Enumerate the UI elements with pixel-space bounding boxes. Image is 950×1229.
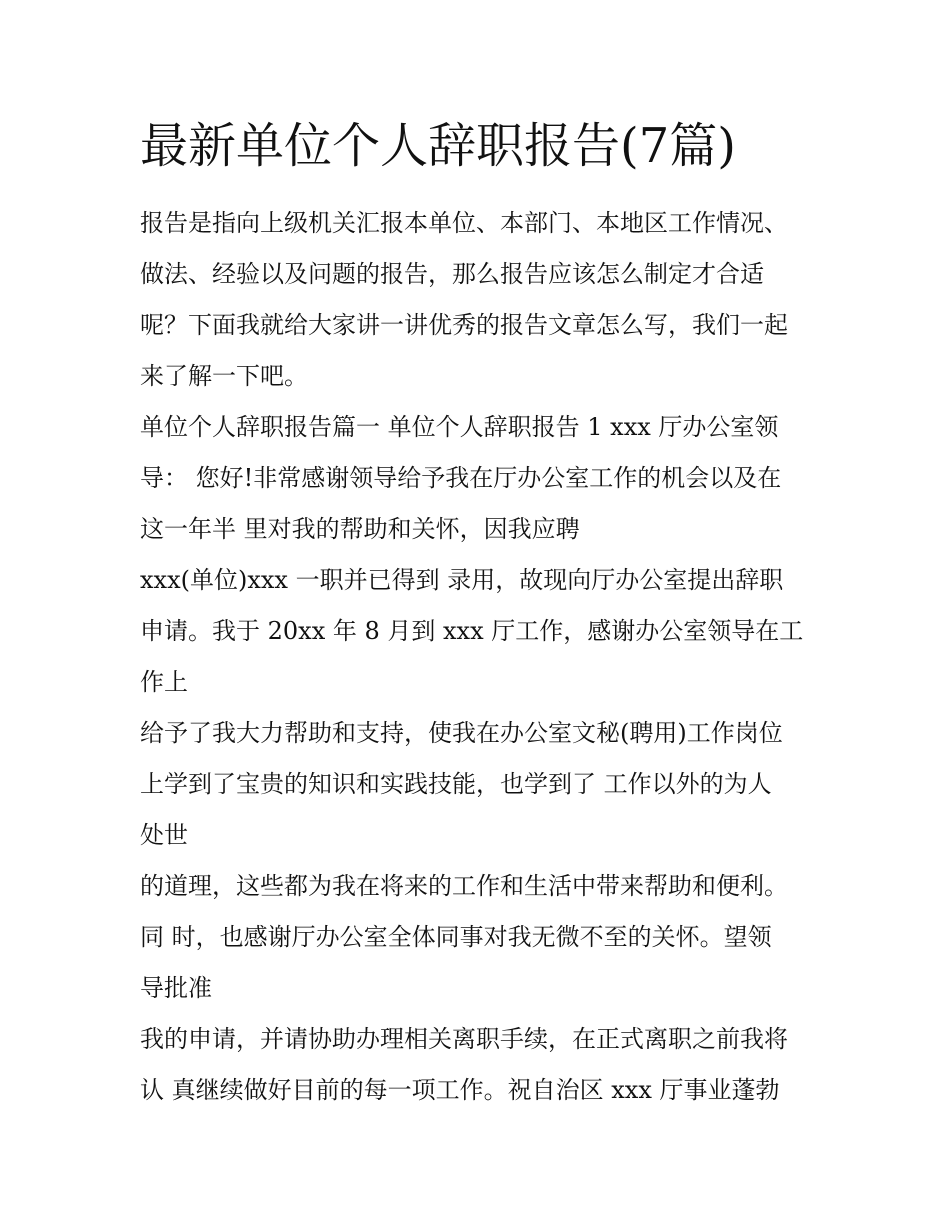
body-line: 给予了我大力帮助和支持，使我在办公室文秘(聘用)工作岗位 xyxy=(140,719,783,747)
body-line: 申请。我于 20xx 年 8 月到 xxx 厅工作，感谢办公室领导在工 xyxy=(140,617,804,645)
body-line: 上学到了宝贵的知识和实践技能，也学到了 工作以外的为人 xyxy=(140,770,772,798)
body-line: 我的申请，并请协助办理相关离职手续，在正式离职之前我将 xyxy=(140,1025,788,1053)
body-line: 单位个人辞职报告篇一 单位个人辞职报告 1 xxx 厅办公室领 xyxy=(140,413,779,441)
body-line: 报告是指向上级机关汇报本单位、本部门、本地区工作情况、 xyxy=(140,209,788,237)
body-line: xxx(单位)xxx 一职并已得到 录用，故现向厅办公室提出辞职 xyxy=(140,566,784,594)
body-line: 的道理，这些都为我在将来的工作和生活中带来帮助和便利。 xyxy=(140,872,788,900)
document-title: 最新单位个人辞职报告(7篇) xyxy=(140,118,736,174)
document-body xyxy=(140,198,830,1116)
body-line: 呢？下面我就给大家讲一讲优秀的报告文章怎么写，我们一起 xyxy=(140,311,788,339)
body-line: 做法、经验以及问题的报告，那么报告应该怎么制定才合适 xyxy=(140,260,764,288)
body-line: 处世 xyxy=(140,821,188,849)
body-line: 这一年半 里对我的帮助和关怀，因我应聘 xyxy=(140,515,580,543)
body-line: 导批准 xyxy=(140,974,212,1002)
body-line: 同 时，也感谢厅办公室全体同事对我无微不至的关怀。望领 xyxy=(140,923,772,951)
body-line: 导： 您好!非常感谢领导给予我在厅办公室工作的机会以及在 xyxy=(140,464,782,492)
body-line: 认 真继续做好目前的每一项工作。祝自治区 xxx 厅事业蓬勃 xyxy=(140,1076,780,1104)
body-line: 来了解一下吧。 xyxy=(140,362,308,390)
body-line: 作上 xyxy=(140,668,188,696)
